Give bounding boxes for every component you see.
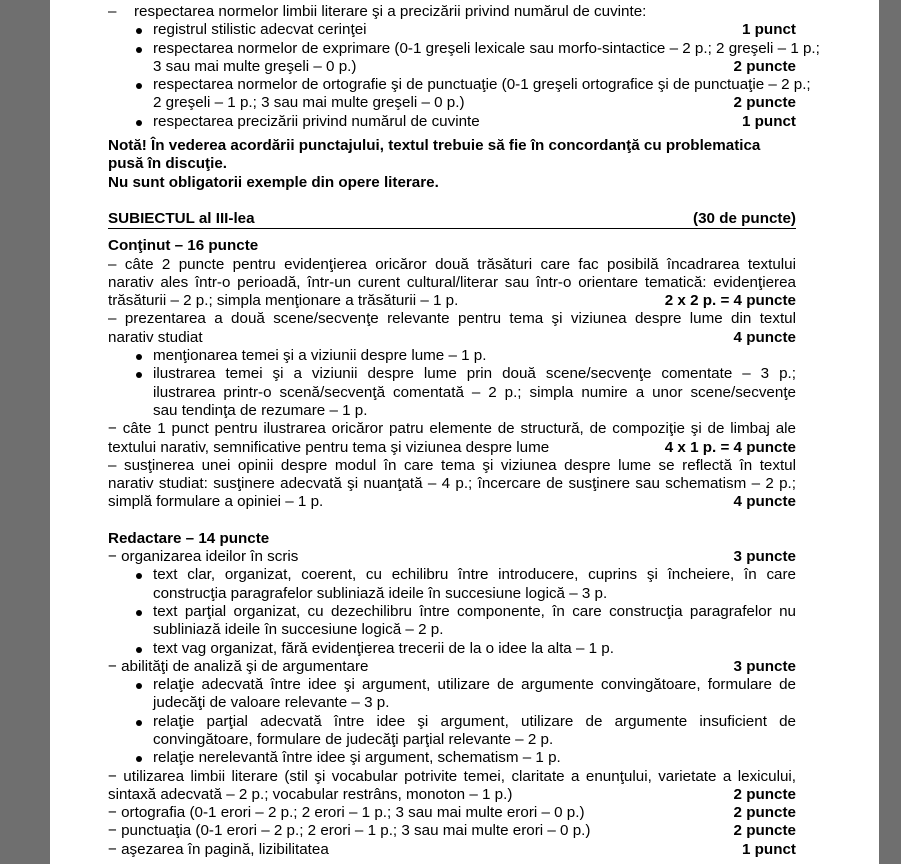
text-line: 3 sau mai multe greşeli – 0 p.) 2 puncte: [153, 57, 796, 75]
document-page: [50, 0, 879, 864]
subsection-heading: Conţinut – 16 puncte: [108, 237, 259, 255]
bullet-item: registrul stilistic adecvat cerinţei 1 punct: [108, 21, 796, 39]
bullet-item: ilustrarea temei şi a viziunii despre lume prin două scene/secvenţe comentate – 3 p.;: [108, 365, 796, 383]
text-line: − aşezarea în pagină, lizibilitatea 1 punct: [108, 840, 796, 858]
text-line: 2 greşeli – 1 p.; 3 sau mai multe greşeli – 0 p.) 2 puncte: [153, 94, 796, 112]
text-line: − punctuaţia (0-1 erori – 2 p.; 2 erori – 1 p.; 3 sau mai multe erori – 0 p.) 2 puncte: [108, 822, 796, 840]
document-content: [108, 3, 820, 859]
text-line: narativ studiat 4 puncte: [108, 328, 796, 346]
text-line: sau tendinţa de rezumare – 1 p.: [153, 401, 368, 419]
text-line: convingătoare, formulare de judecăţi parţial relevante – 2 p.: [153, 730, 554, 748]
text-line: – câte 2 puncte pentru evidenţierea oricăror două trăsături care fac posibilă încadrarea textului: [108, 255, 796, 273]
text-line: – respectarea normelor limbii literare şi a precizării privind numărul de cuvinte:: [108, 3, 647, 20]
text-line: − ortografia (0-1 erori – 2 p.; 2 erori – 1 p.; 3 sau mai multe erori – 0 p.) 2 puncte: [108, 804, 796, 822]
bullet-item: text parţial organizat, cu dezechilibru între componente, în care construcţia paragrafelor nu: [108, 603, 796, 621]
section-heading: SUBIECTUL al III-lea (30 de puncte): [108, 210, 796, 229]
text-line: trăsăturii – 2 p.; simpla menţionare a trăsăturii – 1 p. 2 x 2 p. = 4 puncte: [108, 292, 796, 310]
subsection-heading: Redactare – 14 puncte: [108, 529, 270, 547]
text-line: − abilităţi de analiză şi de argumentare 3 puncte: [108, 657, 796, 675]
note-line: pusă în discuţie.: [108, 155, 227, 173]
note-line: Notă! În vederea acordării punctajului, textul trebuie să fie în concordanţă cu problematica: [108, 137, 761, 155]
bullet-item: respectarea normelor de ortografie şi de punctuaţie (0-1 greşeli ortografice şi de punctuaţie – 2 p.;: [108, 76, 796, 94]
text-line: narativ ales într-o perioadă, într-un curent cultural/literar sau într-o orientare tematică: evidenţierea: [108, 273, 796, 291]
text-line: subliniază ideile în succesiune logică – 2 p.: [153, 621, 444, 639]
text-line: sintaxă adecvată – 2 p.; vocabular restrâns, monoton – 1 p.) 2 puncte: [108, 785, 796, 803]
text-line: – susţinerea unei opinii despre modul în care tema şi viziunea despre lume se reflectă în textul: [108, 456, 796, 474]
text-line: construcţia paragrafelor subliniază ideile în succesiune logică – 3 p.: [153, 584, 608, 602]
text-line: narativ studiat: susţinere adecvată şi nuanţată – 4 p.; încercare de susţinere sau schematism – 2 p.;: [108, 475, 796, 493]
text-line: − organizarea ideilor în scris 3 puncte: [108, 548, 796, 566]
bullet-item: text vag organizat, fără evidenţierea trecerii de la o idee la alta – 1 p.: [108, 640, 796, 658]
bullet-item: text clar, organizat, coerent, cu echilibru între introducere, cuprins şi încheiere, în care: [108, 566, 796, 584]
bullet-item: respectarea precizării privind numărul de cuvinte 1 punct: [108, 113, 796, 131]
text-line: simplă formulare a opiniei – 1 p. 4 puncte: [108, 493, 796, 511]
text-line: − câte 1 punct pentru ilustrarea oricăror patru elemente de structură, de compoziţie şi de limbaj ale: [108, 420, 796, 438]
viewer-left-margin: [0, 0, 50, 864]
note-line: Nu sunt obligatorii exemple din opere literare.: [108, 173, 439, 191]
viewer-right-margin: [879, 0, 901, 864]
bullet-item: relaţie parţial adecvată între idee şi argument, utilizare de argumente insuficient de: [108, 713, 796, 731]
text-line: judecăţi de valoare relevante – 3 p.: [153, 694, 390, 712]
text-line: ilustrarea printr-o scenă/secvenţă comentată – 2 p.; simpla numire a unor scene/secvenţe: [153, 383, 796, 401]
bullet-item: respectarea normelor de exprimare (0-1 greşeli lexicale sau morfo-sintactice – 2 p.; 2 greşeli – 1 p.;: [108, 40, 796, 58]
bullet-item: menţionarea temei şi a viziunii despre lume – 1 p.: [108, 347, 796, 365]
bullet-item: relaţie nerelevantă între idee şi argument, schematism – 1 p.: [108, 749, 796, 767]
bullet-item: relaţie adecvată între idee şi argument, utilizare de argumente convingătoare, formulare de: [108, 676, 796, 694]
text-line: textului narativ, semnificative pentru tema şi viziunea despre lume 4 x 1 p. = 4 puncte: [108, 438, 796, 456]
text-line: − utilizarea limbii literare (stil şi vocabular potrivite temei, claritate a enunţului, varietate a lexicului,: [108, 767, 796, 785]
text-line: – prezentarea a două scene/secvenţe relevante pentru tema şi viziunea despre lume din textul: [108, 310, 796, 328]
